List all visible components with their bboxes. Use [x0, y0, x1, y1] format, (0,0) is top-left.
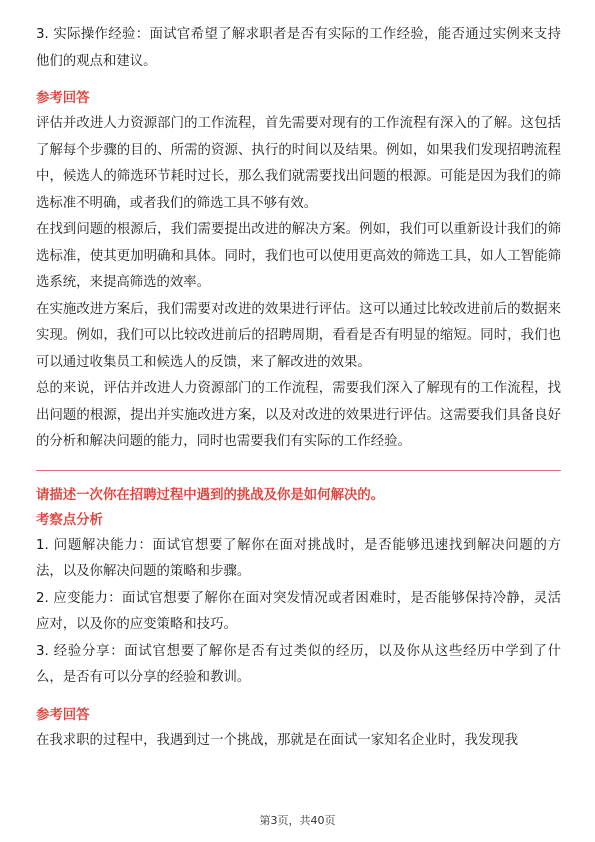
section-divider: [36, 470, 561, 471]
answer-label-2: 参考回答: [36, 707, 90, 723]
answer-paragraph: 评估并改进人力资源部门的工作流程，首先需要对现有的工作流程有深入的了解。这包括了解每个步骤的目的、所需的资源、执行的时间以及结果。例如，如果我们发现招聘流程中，候选人的筛选环节耗时过长，那么我们就需要找出问题的根源。可能是因为我们的筛选标准不明确，或者我们的筛选工具不够有效。: [36, 116, 561, 211]
answer-paragraph: 在找到问题的根源后，我们需要提出改进的解决方案。例如，我们可以重新设计我们的筛选标准，使其更加明确和具体。同时，我们也可以使用更高效的筛选工具，如人工智能筛选系统，来提高筛选的效率。: [36, 222, 561, 290]
page-footer: 第3页，共40页: [259, 814, 336, 827]
analysis-label: 考察点分析: [36, 512, 103, 528]
answer-paragraph: 总的来说，评估并改进人力资源部门的工作流程，需要我们深入了解现有的工作流程，找出问题的根源，提出并实施改进方案，以及对改进的效果进行评估。这需要我们具备良好的分析和解决问题的能力，同时也需要我们有实际的工作经验。: [36, 381, 561, 449]
answer-paragraph: 在实施改进方案后，我们需要对改进的效果进行评估。这可以通过比较改进前后的数据来实现。例如，我们可以比较改进前后的招聘周期，看看是否有明显的缩短。同时，我们也可以通过收集员工和候选人的反馈，来了解改进的效果。: [36, 301, 561, 370]
question-heading: 请描述一次你在招聘过程中遇到的挑战及你是如何解决的。: [36, 487, 385, 503]
answer-start: 在我求职的过程中，我遇到过一个挑战，那就是在面试一家知名企业时，我发现我: [36, 732, 519, 748]
analysis-item: 1. 问题解决能力：面试官想要了解你在面对挑战时，是否能够迅速找到解决问题的方法，以及你解决问题的策略和步骤。: [36, 537, 561, 579]
document-page: [36, 22, 561, 754]
answer-label-1: 参考回答: [36, 91, 90, 106]
intro-item: 3. 实际操作经验：面试官希望了解求职者是否有实际的工作经验，能否通过实例来支持他们的观点和建议。: [36, 27, 561, 69]
analysis-item: 3. 经验分享：面试官想要了解你是否有过类似的经历，以及你从这些经历中学到了什么，是否有可以分享的经验和教训。: [36, 643, 561, 685]
analysis-item: 2. 应变能力：面试官想要了解你在面对突发情况或者困难时，是否能够保持冷静，灵活应对，以及你的应变策略和技巧。: [36, 590, 561, 632]
